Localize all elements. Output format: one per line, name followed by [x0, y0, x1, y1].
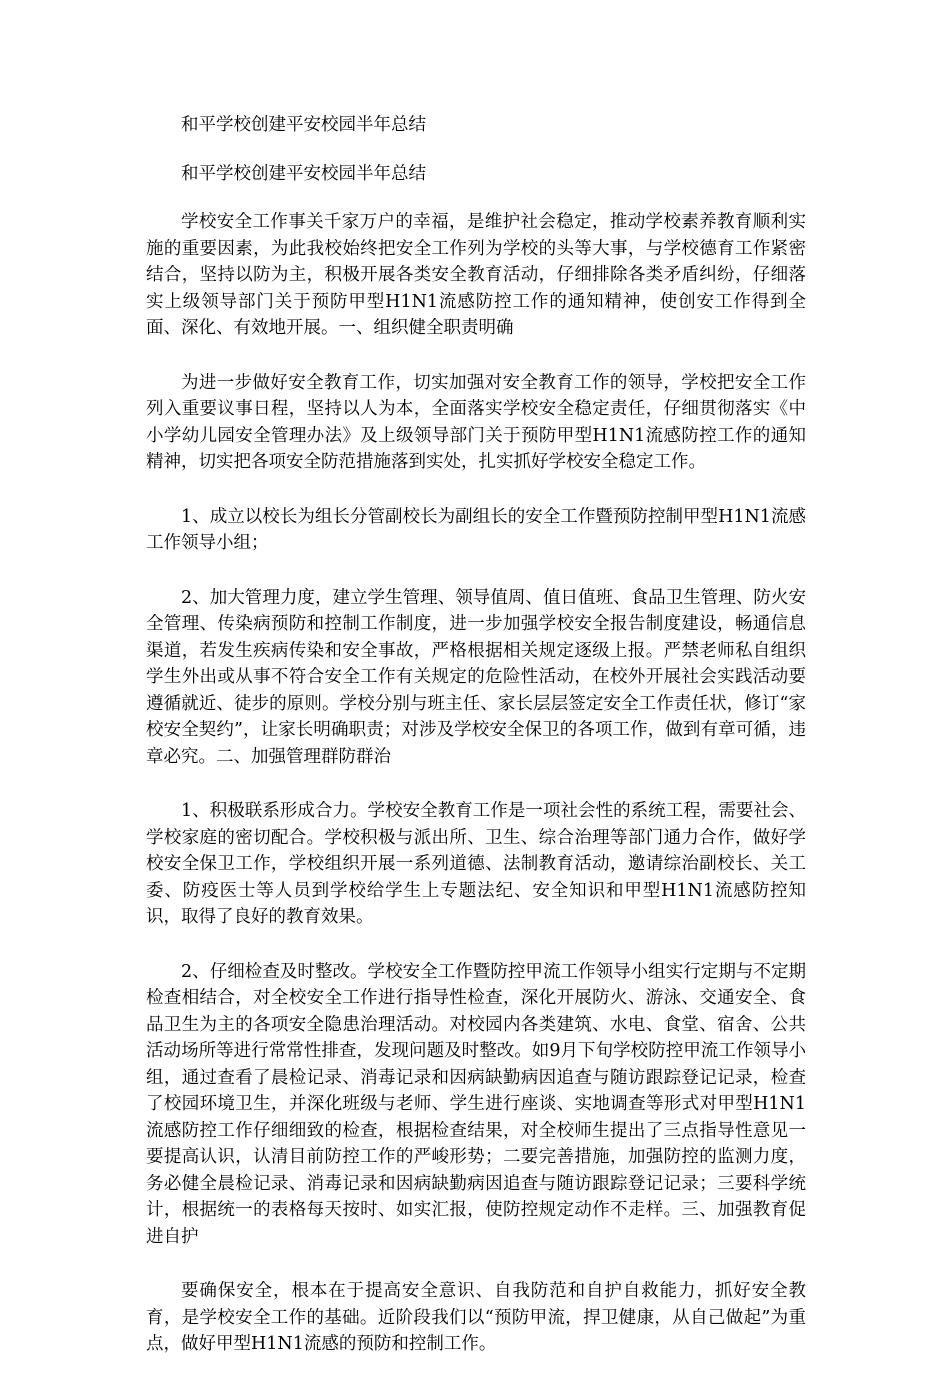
- paragraph-education: 要确保安全，根本在于提高安全意识、自我防范和自护自救能力，抓好安全教育，是学校安全工作的基础。近阶段我们以“预防甲流，捍卫健康，从自己做起”为重点，做好甲型H1N1流感的预防和控制工作。: [146, 1281, 806, 1354]
- paragraph-management: 2、加大管理力度，建立学生管理、领导值周、值日值班、食品卫生管理、防火安全管理、传染病预防和控制工作制度，进一步加强学校安全报告制度建设，畅通信息渠道，若发生疾病传染和安全事故，严格根据相关规定逐级上报。严禁老师私自组织学生外出或从事不符合安全工作有关规定的危险性活动，在校外开展社会实践活动要遵循就近、徒步的原则。学校分别与班主任、家长层层签定安全工作责任状，修订“家校安全契约”，让家长明确职责；对涉及学校安全保卫的各项工作，做到有章可循，违章必究。二、加强管理群防群治: [146, 587, 806, 767]
- paragraph-leadership-group: 1、成立以校长为组长分管副校长为副组长的安全工作暨预防控制甲型H1N1流感工作领导小组；: [146, 506, 806, 553]
- document-subtitle: 和平学校创建平安校园半年总结: [181, 163, 426, 184]
- paragraph-cooperation: 1、积极联系形成合力。学校安全教育工作是一项社会性的系统工程，需要社会、学校家庭的密切配合。学校积极与派出所、卫生、综合治理等部门通力合作，做好学校安全保卫工作，学校组织开展一系列道德、法制教育活动，邀请综治副校长、关工委、防疫医士等人员到学校给学生上专题法纪、安全知识和甲型H1N1流感防控知识，取得了良好的教育效果。: [146, 801, 806, 927]
- document-body: [146, 112, 806, 1386]
- paragraph-intro: 学校安全工作事关千家万户的幸福，是维护社会稳定，推动学校素养教育顺利实施的重要因素，为此我校始终把安全工作列为学校的头等大事，与学校德育工作紧密结合，坚持以防为主，积极开展各类安全教育活动，仔细排除各类矛盾纠纷，仔细落实上级领导部门关于预防甲型H1N1流感防控工作的通知精神，使创安工作得到全面、深化、有效地开展。一、组织健全职责明确: [146, 212, 806, 338]
- document-title: 和平学校创建平安校园半年总结: [181, 115, 426, 135]
- paragraph-inspection: 2、仔细检查及时整改。学校安全工作暨防控甲流工作领导小组实行定期与不定期检查相结合，对全校安全工作进行指导性检查，深化开展防火、游泳、交通安全、食品卫生为主的各项安全隐患治理活动。对校园内各类建筑、水电、食堂、宿舍、公共活动场所等进行常常性排查，发现问题及时整改。如9月下旬学校防控甲流工作领导小组，通过查看了晨检记录、消毒记录和因病缺勤病因追查与随访跟踪登记记录，检查了校园环境卫生，并深化班级与老师、学生进行座谈、实地调查等形式对甲型H1N1流感防控工作仔细细致的检查，根据检查结果，对全校师生提出了三点指导性意见一要提高认识，认清目前防控工作的严峻形势；二要完善措施，加强防控的监测力度，务必健全晨检记录、消毒记录和因病缺勤病因追查与随访跟踪登记记录；三要科学统计，根据统一的表格每天按时、如实汇报，使防控规定动作不走样。三、加强教育促进自护: [146, 961, 806, 1247]
- paragraph-organization: 为进一步做好安全教育工作，切实加强对安全教育工作的领导，学校把安全工作列入重要议事日程，坚持以人为本，全面落实学校安全稳定责任，仔细贯彻落实《中小学幼儿园安全管理办法》及上级领导部门关于预防甲型H1N1流感防控工作的通知精神，切实把各项安全防范措施落到实处，扎实抓好学校安全稳定工作。: [146, 372, 806, 472]
